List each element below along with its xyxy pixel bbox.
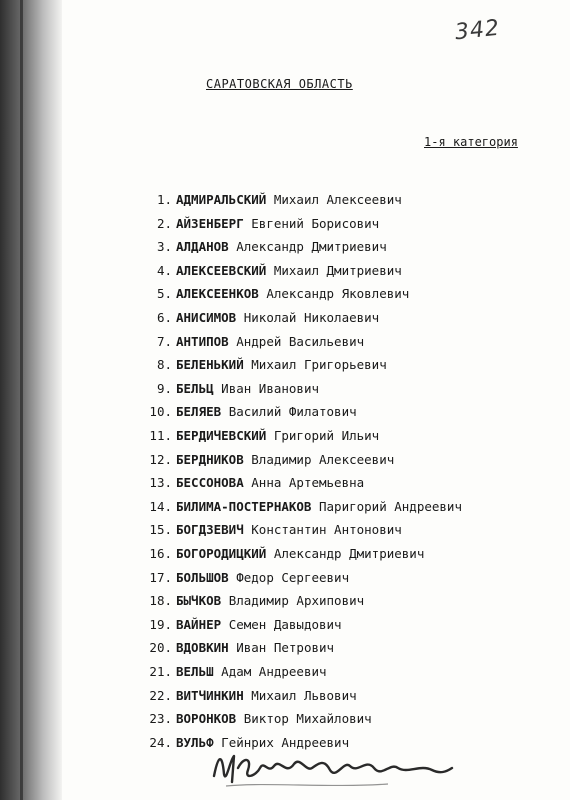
list-item bbox=[0, 379, 570, 399]
person-name bbox=[176, 332, 364, 352]
person-given-names: Владимир Архипович bbox=[228, 593, 365, 609]
person-surname: БЕЛЬЦ bbox=[176, 380, 214, 396]
person-surname: БЕЛЯЕВ bbox=[176, 404, 222, 420]
item-number: 15. bbox=[149, 522, 172, 538]
item-number: 8. bbox=[156, 357, 172, 373]
list-item bbox=[0, 190, 570, 210]
list-item bbox=[0, 308, 570, 328]
list-item bbox=[0, 426, 570, 446]
item-number: 17. bbox=[149, 569, 172, 585]
person-surname: БОГОРОДИЦКИЙ bbox=[176, 546, 267, 561]
person-surname: АЛЕКСЕЕНКОВ bbox=[176, 286, 259, 302]
item-number: 6. bbox=[156, 310, 172, 325]
person-given-names: Виктор Михайлович bbox=[243, 711, 372, 727]
person-given-names: Александр Дмитриевич bbox=[273, 546, 425, 561]
list-item bbox=[0, 450, 570, 470]
item-number: 1. bbox=[156, 192, 172, 207]
list-item bbox=[0, 520, 570, 540]
person-name bbox=[176, 261, 402, 281]
person-surname: БЫЧКОВ bbox=[176, 593, 222, 609]
person-name bbox=[176, 426, 379, 446]
person-name bbox=[176, 190, 402, 210]
person-surname: ВУЛЬФ bbox=[176, 734, 214, 750]
item-number: 12. bbox=[149, 451, 172, 467]
person-given-names: Василий Филатович bbox=[228, 404, 357, 420]
person-surname: ВДОВКИН bbox=[176, 640, 229, 656]
person-given-names: Владимир Алексеевич bbox=[251, 451, 395, 467]
person-given-names: Гейнрих Андреевич bbox=[221, 734, 350, 750]
list-item bbox=[0, 544, 570, 564]
person-given-names: Александр Дмитриевич bbox=[236, 239, 387, 255]
person-given-names: Федор Сергеевич bbox=[236, 569, 350, 585]
category-heading: 1-я категория bbox=[424, 135, 518, 149]
person-name bbox=[176, 638, 334, 658]
person-name bbox=[176, 662, 327, 682]
person-name bbox=[176, 355, 387, 375]
person-surname: БЕЛЕНЬКИЙ bbox=[176, 357, 244, 373]
person-surname: АНТИПОВ bbox=[176, 333, 229, 349]
person-name bbox=[176, 379, 319, 399]
person-surname: БОГДЗЕВИЧ bbox=[176, 522, 244, 538]
page-number: 342 bbox=[453, 15, 502, 46]
item-number: 7. bbox=[156, 333, 172, 349]
list-item bbox=[0, 568, 570, 588]
item-number: 20. bbox=[149, 640, 172, 656]
person-surname: БИЛИМА-ПОСТЕРНАКОВ bbox=[176, 498, 312, 514]
person-name bbox=[176, 237, 387, 257]
region-title: САРАТОВСКАЯ ОБЛАСТЬ bbox=[206, 77, 353, 91]
handwritten-signature bbox=[208, 746, 456, 792]
person-given-names: Михаил Львович bbox=[251, 687, 357, 703]
person-given-names: Михаил Дмитриевич bbox=[273, 262, 402, 278]
list-item bbox=[0, 355, 570, 375]
item-number: 9. bbox=[156, 380, 172, 396]
person-name bbox=[176, 450, 394, 470]
person-name bbox=[176, 497, 462, 517]
list-item bbox=[0, 615, 570, 635]
item-number: 3. bbox=[156, 239, 172, 255]
list-item bbox=[0, 214, 570, 234]
list-item bbox=[0, 638, 570, 658]
item-number: 18. bbox=[149, 593, 172, 609]
person-surname: АЛДАНОВ bbox=[176, 239, 229, 255]
item-number: 11. bbox=[149, 428, 172, 443]
item-number: 5. bbox=[156, 286, 172, 302]
person-name bbox=[176, 615, 342, 635]
person-name bbox=[176, 402, 357, 422]
person-name bbox=[176, 284, 409, 304]
person-name bbox=[176, 686, 357, 706]
person-given-names: Андрей Васильевич bbox=[236, 333, 365, 349]
list-item bbox=[0, 662, 570, 682]
person-name bbox=[176, 568, 349, 588]
item-number: 19. bbox=[149, 616, 172, 632]
person-surname: БЕРДНИКОВ bbox=[176, 451, 244, 467]
list-item bbox=[0, 284, 570, 304]
list-item bbox=[0, 473, 570, 493]
list-item bbox=[0, 332, 570, 352]
person-given-names: Семен Давыдович bbox=[228, 616, 342, 632]
person-given-names: Иван Иванович bbox=[221, 380, 320, 396]
person-given-names: Михаил Григорьевич bbox=[251, 357, 387, 373]
person-surname: АДМИРАЛЬСКИЙ bbox=[176, 192, 267, 207]
item-number: 22. bbox=[149, 687, 172, 703]
item-number: 16. bbox=[149, 546, 172, 561]
person-surname: ВЕЛЬШ bbox=[176, 664, 214, 679]
item-number: 13. bbox=[149, 475, 172, 491]
person-surname: ВОРОНКОВ bbox=[176, 711, 237, 727]
person-name bbox=[176, 591, 364, 611]
item-number: 24. bbox=[149, 734, 172, 750]
person-name bbox=[176, 473, 364, 493]
person-surname: ВАЙНЕР bbox=[176, 616, 222, 632]
list-item bbox=[0, 402, 570, 422]
person-name bbox=[176, 214, 379, 234]
list-item bbox=[0, 237, 570, 257]
list-item bbox=[0, 709, 570, 729]
person-given-names: Константин Антонович bbox=[251, 522, 402, 538]
person-given-names: Евгений Борисович bbox=[251, 215, 380, 231]
item-number: 23. bbox=[149, 711, 172, 727]
person-given-names: Николай Николаевич bbox=[243, 310, 380, 325]
person-given-names: Иван Петрович bbox=[236, 640, 335, 656]
person-surname: АЛЕКСЕЕВСКИЙ bbox=[176, 262, 267, 278]
list-item bbox=[0, 497, 570, 517]
person-surname: БЕРДИЧЕВСКИЙ bbox=[176, 428, 267, 443]
person-given-names: Паригорий Андреевич bbox=[319, 498, 462, 514]
person-surname: БЕССОНОВА bbox=[176, 475, 244, 491]
person-name bbox=[176, 520, 402, 540]
person-given-names: Александр Яковлевич bbox=[266, 286, 410, 302]
item-number: 2. bbox=[156, 215, 172, 231]
item-number: 14. bbox=[149, 498, 172, 514]
person-name bbox=[176, 709, 372, 729]
person-name bbox=[176, 544, 424, 564]
person-surname: БОЛЬШОВ bbox=[176, 569, 229, 585]
item-number: 10. bbox=[149, 404, 172, 420]
list-item bbox=[0, 591, 570, 611]
person-given-names: Анна Артемьевна bbox=[251, 475, 365, 491]
person-given-names: Адам Андреевич bbox=[221, 664, 327, 679]
person-name bbox=[176, 308, 379, 328]
person-given-names: Михаил Алексеевич bbox=[273, 192, 402, 207]
list-item bbox=[0, 686, 570, 706]
list-item bbox=[0, 261, 570, 281]
person-given-names: Григорий Ильич bbox=[273, 428, 380, 443]
person-surname: АНИСИМОВ bbox=[176, 310, 237, 325]
person-surname: АЙЗЕНБЕРГ bbox=[176, 215, 244, 231]
item-number: 4. bbox=[156, 262, 172, 278]
item-number: 21. bbox=[149, 664, 172, 679]
person-surname: ВИТЧИНКИН bbox=[176, 687, 244, 703]
